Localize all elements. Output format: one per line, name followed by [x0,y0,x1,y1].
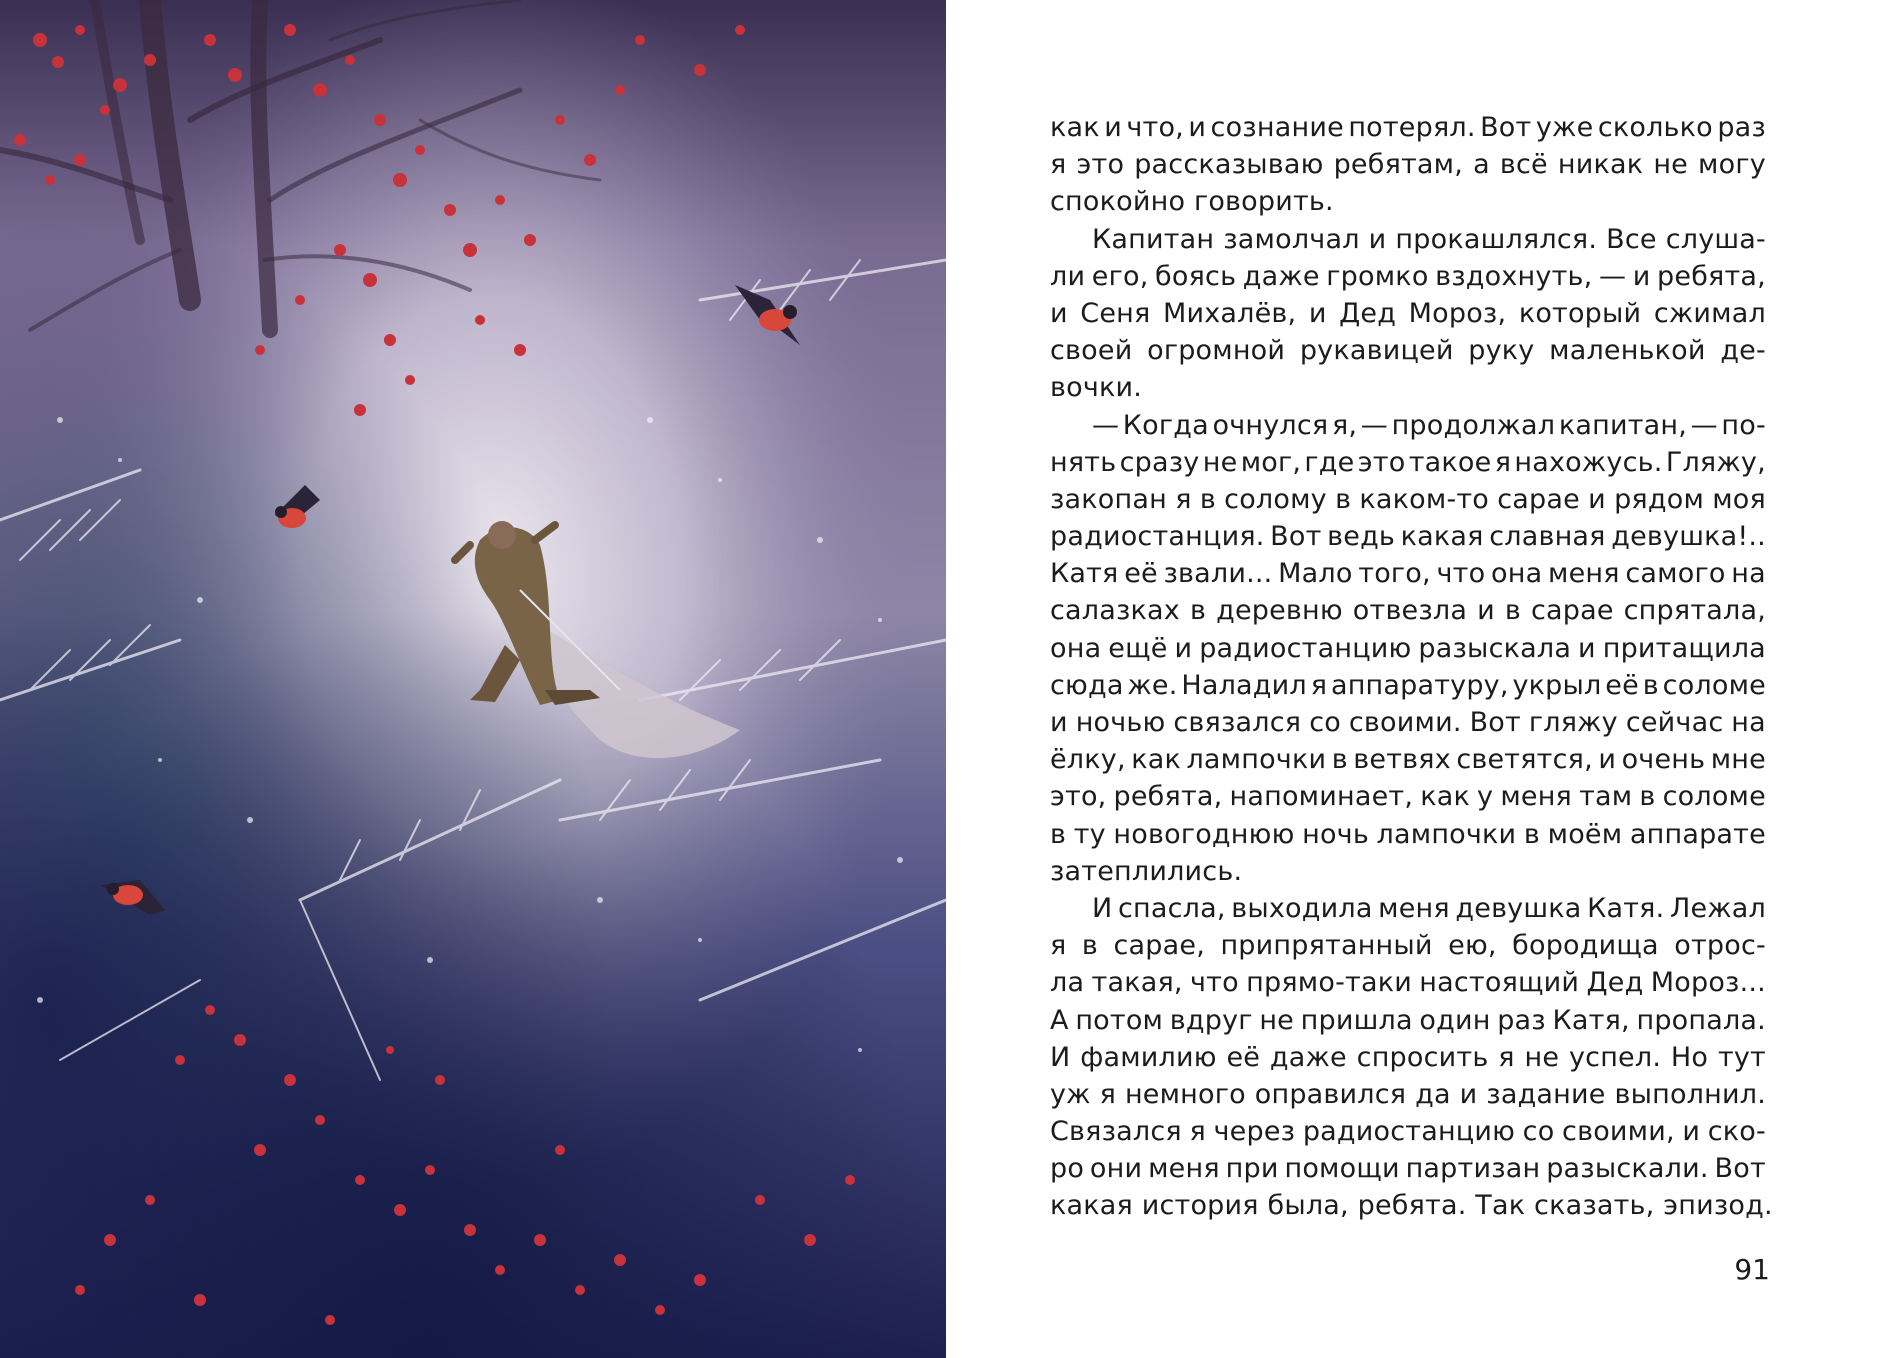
body-text [1050,109,1773,1225]
text-line: — Когда очнулся я, — продолжал капитан, — по- [1092,409,1766,441]
text-line: ла такая, что прямо-таки настоящий Дед Мороз... [1050,967,1766,999]
text-line: И фамилию её даже спросить я не успел. Но тут [1050,1041,1766,1073]
text-line: в ту новогоднюю ночь лампочки в моём аппарате [1050,818,1766,850]
text-line: Катя её звали... Мало того, что она меня самого на [1050,558,1766,590]
text-line: своей огромной рукавицей руку маленькой де- [1050,335,1766,367]
text-line: вочки. [1050,372,1143,404]
text-line: это, ребята, напоминает, как у меня там в соломе [1050,781,1766,813]
text-line: она ещё и радиостанцию разыскала и притащила [1050,632,1766,664]
text-line: А потом вдруг не пришла один раз Катя, пропала. [1050,1004,1766,1036]
text-line: нять сразу не мог, где это такое я нахожусь. Гляжу, [1050,446,1766,478]
text-line: Связался я через радиостанцию со своими, и ско- [1050,1116,1766,1148]
text-line: уж я немного оправился да и задание выполнил. [1050,1078,1766,1110]
text-line: ли его, боясь даже громко вздохнуть, — и ребята, [1050,260,1766,292]
text-line: и Сеня Михалёв, и Дед Мороз, который сжимал [1050,297,1766,329]
text-line: ро они меня при помощи партизан разыскали. Вот [1050,1153,1766,1185]
text-line: я это рассказываю ребятам, а всё никак не могу [1050,149,1766,181]
text-page [946,0,1890,1358]
text-line: затеплились. [1050,855,1243,887]
text-line: как и что, и сознание потерял. Вот уже сколько раз [1050,112,1766,143]
text-line: салазках в деревню отвезла и в сарае спрятала, [1050,595,1766,627]
text-line: и ночью связался со своими. Вот гляжу сейчас на [1050,707,1766,738]
text-line: ёлку, как лампочки в ветвях светятся, и очень мне [1050,744,1766,776]
page-number: 91 [1734,1253,1770,1286]
text-line: И спасла, выходила меня девушка Катя. Лежал [1092,892,1766,924]
text-line: радиостанция. Вот ведь какая славная девушка!.. [1050,521,1766,553]
text-line: закопан я в солому в каком-то сарае и рядом моя [1050,483,1766,515]
text-line: спокойно говорить. [1050,186,1334,218]
text-line: какая история была, ребята. Так сказать, эпизод. [1050,1190,1773,1222]
text-line: я в сарае, припрятанный ею, бородища отрос- [1050,930,1766,962]
text-line: Капитан замолчал и прокашлялся. Все слуша- [1092,223,1766,255]
text-line: сюда же. Наладил я аппаратуру, укрыл её в соломе [1050,669,1766,701]
